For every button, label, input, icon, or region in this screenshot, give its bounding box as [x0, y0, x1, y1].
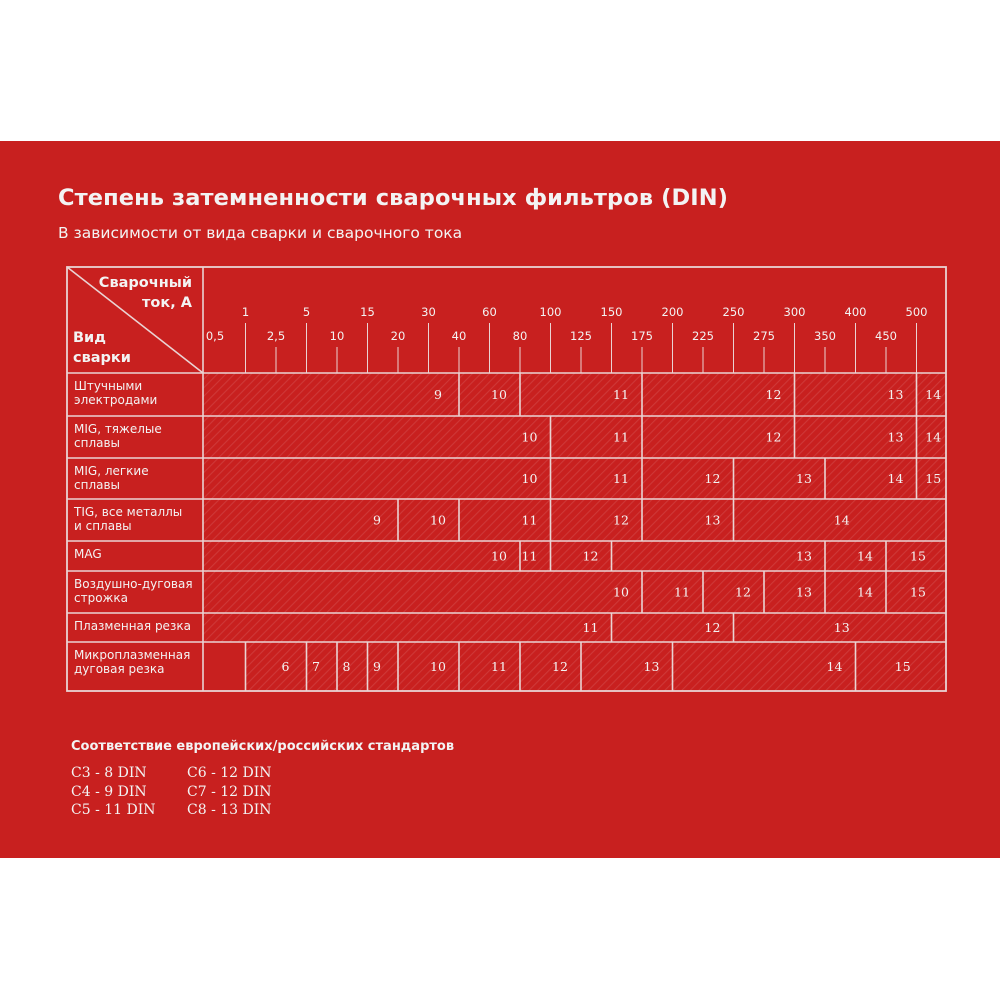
din-value-label: 11	[613, 387, 629, 402]
din-value-label: 6	[281, 659, 290, 674]
din-segment-fill	[612, 541, 826, 571]
din-value-label: 10	[491, 387, 507, 402]
current-tick-label: 10	[329, 329, 345, 343]
current-tick-label: 200	[661, 305, 684, 319]
din-value-label: 13	[833, 620, 850, 635]
corner-label-current: Сварочный	[98, 275, 192, 291]
standard-item: C4 - 9 DIN	[71, 783, 147, 800]
din-value-label: 14	[857, 584, 873, 600]
current-tick-label: 125	[570, 329, 592, 343]
din-value-label: 12	[552, 659, 568, 674]
din-segment-fill	[203, 499, 398, 541]
current-tick-label: 175	[631, 329, 653, 343]
row-label: сплавы	[74, 436, 121, 450]
row-label: Плазменная резка	[74, 619, 191, 633]
din-value-label: 12	[765, 429, 782, 445]
page-subtitle: В зависимости от вида сварки и сварочного тока	[58, 224, 463, 242]
current-tick-label: 5	[302, 305, 311, 319]
standard-item: C3 - 8 DIN	[71, 765, 147, 781]
din-segment-fill	[203, 613, 612, 642]
din-value-label: 14	[833, 512, 850, 528]
din-value-label: 10	[430, 512, 446, 528]
din-value-label: 11	[521, 512, 538, 528]
current-tick-label: 500	[905, 305, 928, 319]
standards-title: Соответствие европейских/российских стандартов	[71, 739, 455, 754]
din-segment-fill	[203, 571, 642, 613]
din-segment-fill	[642, 571, 703, 613]
row-label: TIG, все металлы	[74, 505, 183, 519]
din-value-label: 11	[613, 429, 629, 445]
din-value-label: 12	[735, 584, 751, 600]
row-label: строжка	[74, 591, 128, 605]
din-segment-fill	[703, 571, 764, 613]
din-value-label: 12	[765, 387, 782, 402]
din-value-label: 9	[434, 387, 442, 402]
standard-item: C6 - 12 DIN	[187, 765, 272, 781]
din-value-label: 13	[796, 548, 812, 564]
din-value-label: 11	[521, 548, 538, 564]
din-value-label: 13	[887, 429, 904, 445]
din-segment-fill	[459, 642, 520, 691]
current-tick-label: 40	[451, 329, 467, 343]
din-value-label: 12	[704, 620, 721, 635]
din-value-label: 10	[430, 659, 446, 674]
din-value-label: 7	[312, 659, 320, 674]
current-tick-label: 225	[692, 329, 714, 343]
current-tick-label: 300	[783, 305, 806, 319]
din-segment-fill	[203, 373, 459, 416]
din-value-label: 12	[704, 471, 721, 486]
din-segment-fill	[203, 541, 520, 571]
current-tick-label: 0,5	[205, 329, 225, 343]
din-segment-fill	[203, 416, 551, 458]
current-tick-label: 1	[241, 305, 250, 319]
current-tick-label: 350	[814, 329, 836, 343]
page-title: Степень затемненности сварочных фильтров (DIN)	[58, 185, 729, 211]
din-segment-fill	[551, 541, 612, 571]
din-value-label: 14	[925, 429, 942, 445]
row-label: MAG	[74, 547, 102, 561]
din-value-label: 12	[582, 548, 599, 564]
current-tick-label: 20	[390, 329, 406, 343]
din-value-label: 13	[796, 471, 812, 486]
din-value-label: 9	[373, 512, 381, 528]
din-value-label: 13	[643, 659, 660, 674]
din-value-label: 11	[491, 659, 507, 674]
row-label: Штучными	[74, 379, 143, 393]
din-value-label: 10	[491, 548, 507, 564]
current-tick-label: 100	[539, 305, 562, 319]
current-tick-label: 150	[600, 305, 623, 319]
standard-item: C7 - 12 DIN	[187, 783, 272, 800]
din-value-label: 14	[925, 387, 942, 402]
corner-label-welding-type: сварки	[73, 350, 131, 366]
din-value-label: 14	[857, 548, 873, 564]
corner-label-current: ток, А	[142, 295, 192, 311]
row-label: электродами	[74, 393, 158, 407]
current-tick-label: 2,5	[266, 329, 286, 343]
current-tick-label: 250	[722, 305, 745, 319]
current-tick-label: 275	[753, 329, 775, 343]
standards-column-left	[71, 764, 156, 820]
din-value-label: 15	[910, 548, 926, 564]
din-segment-fill	[398, 499, 459, 541]
din-value-label: 11	[582, 620, 599, 635]
din-segment-fill	[764, 571, 825, 613]
din-segment-fill	[825, 571, 886, 613]
standard-item: C8 - 13 DIN	[187, 802, 272, 818]
row-label: сплавы	[74, 478, 121, 492]
row-label: MIG, легкие	[74, 464, 149, 478]
din-segment-fill	[398, 642, 459, 691]
row-label: MIG, тяжелые	[74, 422, 162, 436]
standards-column-right	[187, 764, 272, 820]
current-tick-label: 400	[844, 305, 867, 319]
din-segment-fill	[459, 373, 520, 416]
corner-label-welding-type: Вид	[73, 330, 106, 346]
din-value-label: 13	[704, 512, 721, 528]
row-label: Микроплазменная	[74, 648, 191, 662]
din-value-label: 15	[925, 471, 942, 486]
din-shade-card	[0, 141, 1000, 858]
current-tick-label: 30	[421, 305, 436, 319]
din-segment-fill	[203, 458, 551, 499]
din-value-label: 15	[894, 659, 911, 674]
current-tick-label: 450	[875, 329, 897, 343]
current-tick-label: 80	[512, 329, 528, 343]
din-value-label: 13	[796, 584, 812, 600]
din-value-label: 11	[613, 471, 629, 486]
current-tick-label: 15	[360, 305, 375, 319]
din-value-label: 15	[910, 584, 926, 600]
standard-item: C5 - 11 DIN	[71, 802, 156, 818]
din-segment-fill	[520, 642, 581, 691]
din-value-label: 9	[373, 659, 381, 674]
din-value-label: 14	[887, 471, 904, 486]
row-label: Воздушно-дуговая	[74, 577, 193, 591]
din-value-label: 8	[342, 659, 351, 674]
din-value-label: 12	[613, 512, 629, 528]
row-label: дуговая резка	[74, 662, 165, 676]
current-tick-label: 60	[482, 305, 497, 319]
din-value-label: 14	[826, 659, 843, 674]
din-segment-fill	[246, 642, 307, 691]
din-value-label: 10	[613, 584, 629, 600]
din-value-label: 13	[887, 387, 904, 402]
din-value-label: 10	[521, 471, 538, 486]
din-value-label: 10	[521, 429, 538, 445]
din-value-label: 11	[674, 584, 690, 600]
row-label: и сплавы	[74, 519, 132, 533]
din-segment-fill	[825, 541, 886, 571]
